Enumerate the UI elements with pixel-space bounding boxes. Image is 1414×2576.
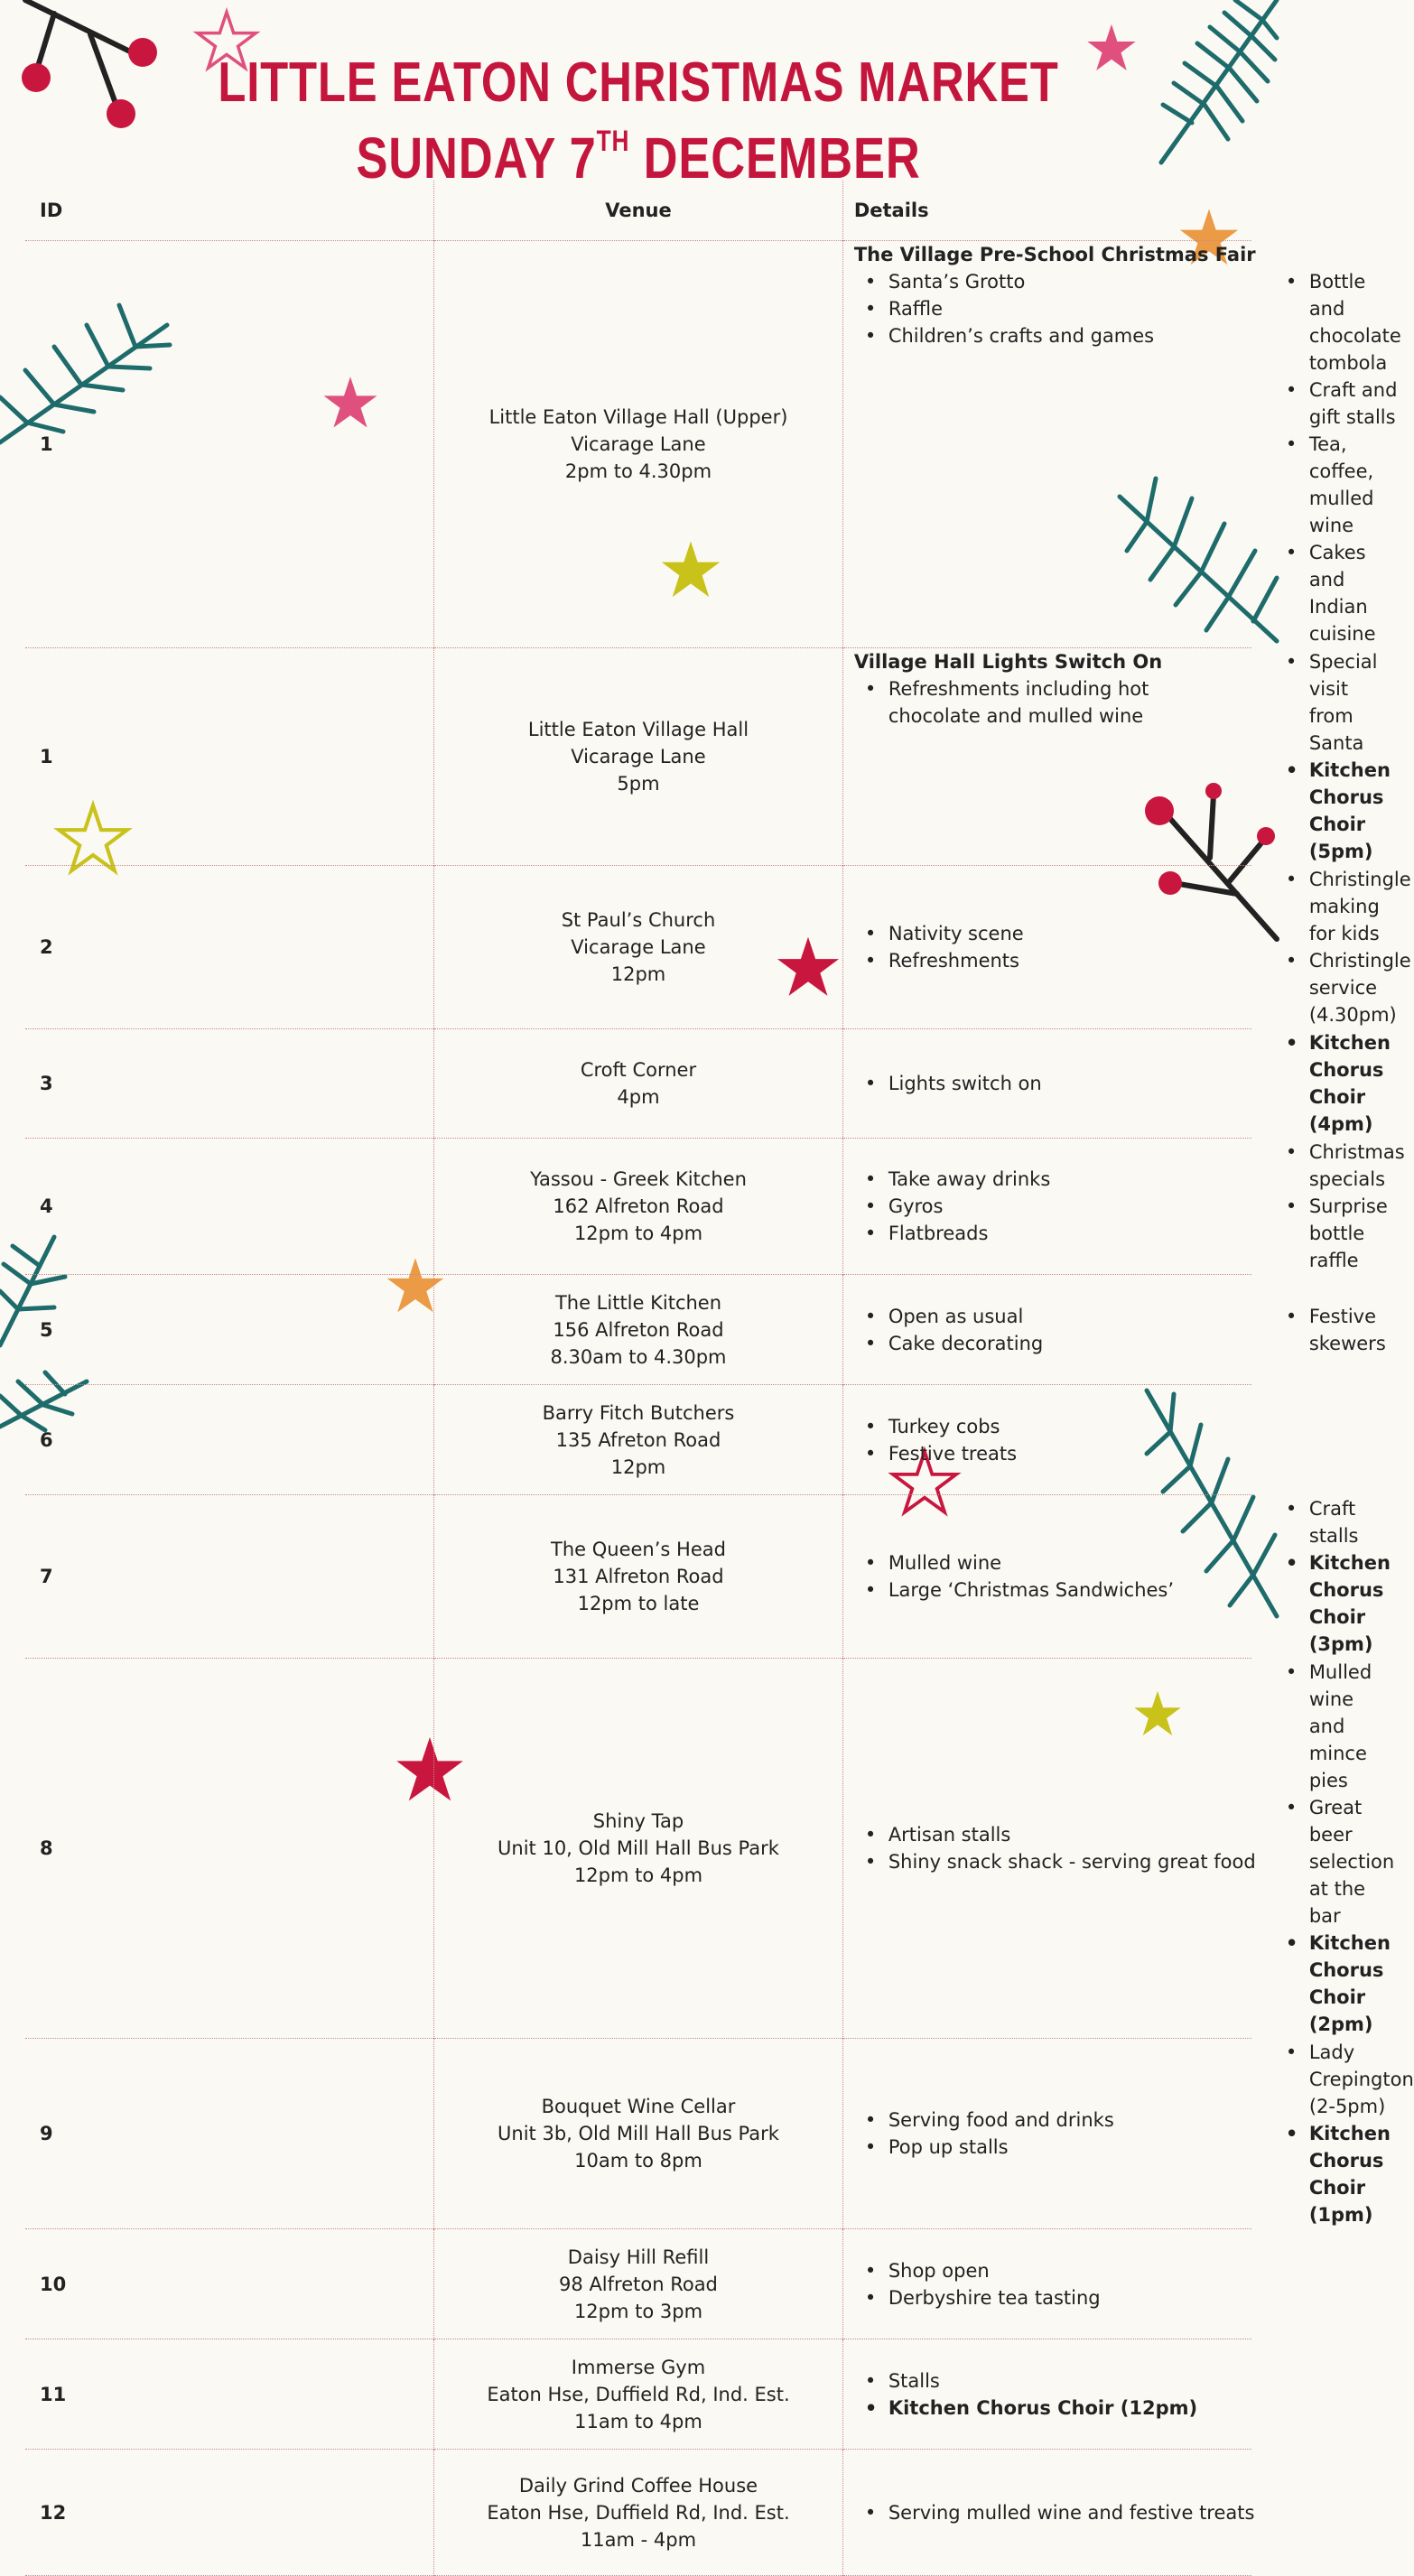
- details-list: [854, 920, 1275, 974]
- details-cell: [842, 241, 1401, 648]
- details-cell: [842, 1495, 1391, 1659]
- details-right-column: [1275, 2039, 1414, 2228]
- list-item: • Nativity scene: [854, 920, 1275, 947]
- details-left-column: [854, 1549, 1275, 1604]
- venue-time: 12pm to late: [577, 1593, 700, 1614]
- list-item: • Large ‘Christmas Sandwiches’: [854, 1576, 1275, 1604]
- list-item: • Children’s crafts and games: [854, 322, 1275, 349]
- venue-address: Vicarage Lane: [571, 433, 706, 455]
- list-item: • Surprise bottle raffle: [1275, 1193, 1405, 1274]
- list-item: • Flatbreads: [854, 1220, 1275, 1247]
- venue-time: 5pm: [617, 773, 660, 795]
- venue-address: 162 Alfreton Road: [553, 1195, 724, 1217]
- details-cell: [842, 866, 1411, 1029]
- details-left-column: [854, 648, 1275, 730]
- details-cell: [842, 1275, 1386, 1385]
- details-right-column: [1275, 866, 1411, 1028]
- venue-name: Shiny Tap: [592, 1810, 684, 1832]
- list-item: • Kitchen Chorus Choir (4pm): [1275, 1029, 1391, 1138]
- details-list: [1275, 1029, 1391, 1138]
- details-left-column: [854, 1070, 1275, 1097]
- details-left-column: [854, 2499, 1275, 2526]
- venue-time: 8.30am to 4.30pm: [550, 1345, 727, 1368]
- details-right-column: [1275, 1495, 1391, 1658]
- venue-address: Unit 3b, Old Mill Hall Bus Park: [498, 2123, 779, 2144]
- venue-address: Vicarage Lane: [571, 746, 706, 767]
- table-row: [25, 1385, 1251, 1495]
- venue-cell: [434, 2339, 843, 2450]
- details-cell: [842, 1139, 1405, 1275]
- list-item: • Kitchen Chorus Choir (3pm): [1275, 1549, 1391, 1658]
- list-item: • Christingle service (4.30pm): [1275, 947, 1411, 1028]
- page-title: LITTLE EATON CHRISTMAS MARKET: [218, 51, 1059, 114]
- details-right-column: [1275, 241, 1401, 647]
- list-item: • Serving mulled wine and festive treats: [854, 2499, 1268, 2526]
- list-item: • Refreshments: [854, 947, 1275, 974]
- list-item: • Kitchen Chorus Choir (2pm): [1275, 1930, 1394, 2038]
- list-item: • Open as usual: [854, 1303, 1275, 1330]
- venue-cell: [434, 1029, 843, 1139]
- table-header-row: [25, 181, 1251, 241]
- list-item: • Artisan stalls: [854, 1821, 1275, 1848]
- table-row: [25, 1659, 1251, 2039]
- venue-time: 11am to 4pm: [574, 2410, 702, 2432]
- date-subtitle-main: SUNDAY 7: [356, 126, 597, 191]
- list-item: • Serving food and drinks: [854, 2106, 1275, 2134]
- details-left-column: [854, 2367, 1275, 2422]
- row-id: 1: [25, 241, 434, 648]
- schedule-table: [25, 181, 1414, 2576]
- table-row: [25, 2229, 1251, 2339]
- list-item: • Christmas specials: [1275, 1139, 1405, 1193]
- details-left-column: [854, 241, 1275, 349]
- table-row: [25, 866, 1251, 1029]
- row-id: 2: [25, 866, 434, 1029]
- list-item: • Cakes and Indian cuisine: [1275, 539, 1401, 647]
- details-left-column: [854, 1166, 1275, 1247]
- list-item: • Derbyshire tea tasting: [854, 2284, 1275, 2311]
- details-left-column: [854, 920, 1275, 974]
- column-header-id: ID: [25, 181, 434, 241]
- list-item: • Mulled wine: [854, 1549, 1275, 1576]
- venue-time: 12pm to 4pm: [573, 1223, 703, 1244]
- details-right-column: [1275, 1303, 1386, 1357]
- venue-time: 12pm to 4pm: [573, 1865, 703, 1886]
- details-left-column: [854, 1413, 1275, 1467]
- details-list: [1275, 1495, 1391, 1658]
- details-right-column: [1275, 1029, 1391, 1138]
- row-id: 3: [25, 1029, 434, 1139]
- venue-address: 131 Alfreton Road: [553, 1566, 724, 1587]
- venue-time: 12pm to 3pm: [573, 2300, 703, 2322]
- list-item: • Stalls: [854, 2367, 1275, 2395]
- venue-name: Yassou - Greek Kitchen: [530, 1168, 747, 1190]
- venue-time: 12pm: [610, 1455, 666, 1478]
- list-item: • Lady Crepington (2-5pm): [1275, 2039, 1414, 2120]
- venue-address: 98 Alfreton Road: [559, 2273, 718, 2295]
- list-item: • Craft and gift stalls: [1275, 377, 1401, 431]
- venue-time: 10am to 8pm: [574, 2150, 702, 2171]
- list-item: • Kitchen Chorus Choir (1pm): [1275, 2120, 1414, 2228]
- details-list: [1275, 1303, 1386, 1357]
- venue-time: 12pm: [610, 963, 666, 985]
- details-right-column: [1275, 1139, 1405, 1274]
- venue-address: 156 Alfreton Road: [553, 1318, 724, 1341]
- venue-name: The Queen’s Head: [551, 1539, 726, 1560]
- details-list: [1275, 648, 1391, 865]
- details-cell: [842, 2229, 1251, 2339]
- table-row: [25, 1495, 1251, 1659]
- list-item: • Festive skewers: [1275, 1303, 1386, 1357]
- table-row: [25, 1029, 1251, 1139]
- details-list: [854, 1821, 1275, 1875]
- details-left-column: [854, 1821, 1275, 1875]
- venue-name: Little Eaton Village Hall: [527, 719, 749, 740]
- list-item: • Craft stalls: [1275, 1495, 1391, 1549]
- venue-cell: [434, 1385, 843, 1495]
- venue-time: 2pm to 4.30pm: [564, 460, 712, 482]
- venue-cell: [434, 241, 843, 648]
- list-item: • Take away drinks: [854, 1166, 1275, 1193]
- row-id: 8: [25, 1659, 434, 2039]
- row-id: 6: [25, 1385, 434, 1495]
- details-list: [854, 1549, 1275, 1604]
- details-cell: [842, 1385, 1251, 1495]
- venue-time: 11am - 4pm: [580, 2528, 697, 2551]
- row-id: 12: [25, 2450, 434, 2576]
- details-list: [854, 2106, 1275, 2161]
- venue-cell: [434, 866, 843, 1029]
- date-subtitle-month: DECEMBER: [629, 126, 921, 191]
- venue-cell: [434, 1139, 843, 1275]
- table-row: [25, 648, 1251, 866]
- details-list: [854, 1166, 1275, 1247]
- list-item: • Gyros: [854, 1193, 1275, 1220]
- venue-cell: [434, 1659, 843, 2039]
- venue-name: Little Eaton Village Hall (Upper): [488, 406, 788, 428]
- table-row: [25, 1275, 1251, 1385]
- details-list: [1275, 866, 1411, 1028]
- table-row: [25, 2450, 1251, 2576]
- date-subtitle-ordinal: TH: [596, 125, 630, 157]
- table-row: [25, 2339, 1251, 2450]
- venue-name: The Little Kitchen: [554, 1291, 722, 1314]
- row-id: 10: [25, 2229, 434, 2339]
- details-list: [854, 268, 1275, 349]
- venue-cell: [434, 2450, 843, 2576]
- list-item: • Festive treats: [854, 1440, 1275, 1467]
- venue-name: Croft Corner: [580, 1059, 697, 1081]
- column-header-details: Details: [853, 200, 929, 221]
- venue-cell: [434, 2039, 843, 2229]
- details-list: [854, 1303, 1275, 1357]
- details-left-column: [854, 1303, 1275, 1357]
- details-list: [1275, 1659, 1394, 2038]
- venue-name: Bouquet Wine Cellar: [541, 2096, 736, 2117]
- list-item: • Shiny snack shack - serving great food: [854, 1848, 1268, 1875]
- venue-name: Barry Fitch Butchers: [542, 1401, 735, 1424]
- venue-cell: [434, 2229, 843, 2339]
- venue-name: Immerse Gym: [571, 2356, 706, 2378]
- details-cell: [842, 1029, 1391, 1139]
- details-list: [1275, 268, 1401, 647]
- list-item: • Bottle and chocolate tombola: [1275, 268, 1401, 377]
- list-item: • Santa’s Grotto: [854, 268, 1275, 295]
- row-id: 1: [25, 648, 434, 866]
- table-row: [25, 1139, 1251, 1275]
- details-list: [854, 1070, 1275, 1097]
- event-title: The Village Pre-School Christmas Fair: [853, 244, 1256, 265]
- details-right-column: [1275, 1659, 1394, 2038]
- details-list: [854, 675, 1275, 730]
- list-item: • Lights switch on: [854, 1070, 1275, 1097]
- list-item: • Turkey cobs: [854, 1413, 1275, 1440]
- details-cell: [842, 2450, 1255, 2576]
- column-header-venue: Venue: [434, 181, 843, 241]
- details-left-column: [854, 2257, 1275, 2311]
- row-id: 5: [25, 1275, 434, 1385]
- details-left-column: [854, 2106, 1275, 2161]
- venue-cell: [434, 1275, 843, 1385]
- details-cell: [842, 648, 1391, 866]
- details-list: [1275, 2039, 1414, 2228]
- venue-address: Eaton Hse, Duffield Rd, Ind. Est.: [487, 2501, 790, 2524]
- event-title: Village Hall Lights Switch On: [853, 651, 1163, 673]
- details-cell: [842, 2039, 1414, 2229]
- list-item: • Refreshments including hot chocolate and mulled wine: [854, 675, 1214, 730]
- table-row: [25, 241, 1251, 648]
- venue-address: Vicarage Lane: [571, 936, 706, 958]
- details-right-column: [1275, 648, 1391, 865]
- row-id: 4: [25, 1139, 434, 1275]
- list-item: • Raffle: [854, 295, 1275, 322]
- table-row: [25, 2039, 1251, 2229]
- details-list: [854, 1413, 1275, 1467]
- list-item: • Mulled wine and mince pies: [1275, 1659, 1394, 1794]
- list-item: • Great beer selection at the bar: [1275, 1794, 1394, 1930]
- details-list: [854, 2499, 1275, 2526]
- venue-address: Unit 10, Old Mill Hall Bus Park: [498, 1837, 779, 1859]
- venue-name: Daisy Hill Refill: [567, 2246, 710, 2268]
- list-item: • Shop open: [854, 2257, 1275, 2284]
- venue-cell: [434, 1495, 843, 1659]
- list-item: • Christingle making for kids: [1275, 866, 1411, 947]
- details-cell: [842, 1659, 1395, 2039]
- venue-address: 135 Afreton Road: [555, 1428, 721, 1451]
- details-cell: [842, 2339, 1251, 2450]
- details-list: [1275, 1139, 1405, 1274]
- row-id: 9: [25, 2039, 434, 2229]
- venue-name: St Paul’s Church: [561, 909, 716, 931]
- list-item: • Cake decorating: [854, 1330, 1275, 1357]
- list-item: • Kitchen Chorus Choir (5pm): [1275, 757, 1391, 865]
- venue-name: Daily Grind Coffee House: [518, 2474, 758, 2497]
- list-item: • Pop up stalls: [854, 2134, 1275, 2161]
- list-item: • Kitchen Chorus Choir (12pm): [854, 2395, 1275, 2422]
- list-item: • Tea, coffee, mulled wine: [1275, 431, 1401, 539]
- venue-address: Eaton Hse, Duffield Rd, Ind. Est.: [487, 2383, 790, 2405]
- pine-branch-icon: [1154, 0, 1277, 172]
- row-id: 7: [25, 1495, 434, 1659]
- venue-cell: [434, 648, 843, 866]
- venue-time: 4pm: [617, 1086, 660, 1108]
- details-list: [854, 2257, 1275, 2311]
- row-id: 11: [25, 2339, 434, 2450]
- list-item: • Special visit from Santa: [1275, 648, 1391, 757]
- details-list: [854, 2367, 1275, 2422]
